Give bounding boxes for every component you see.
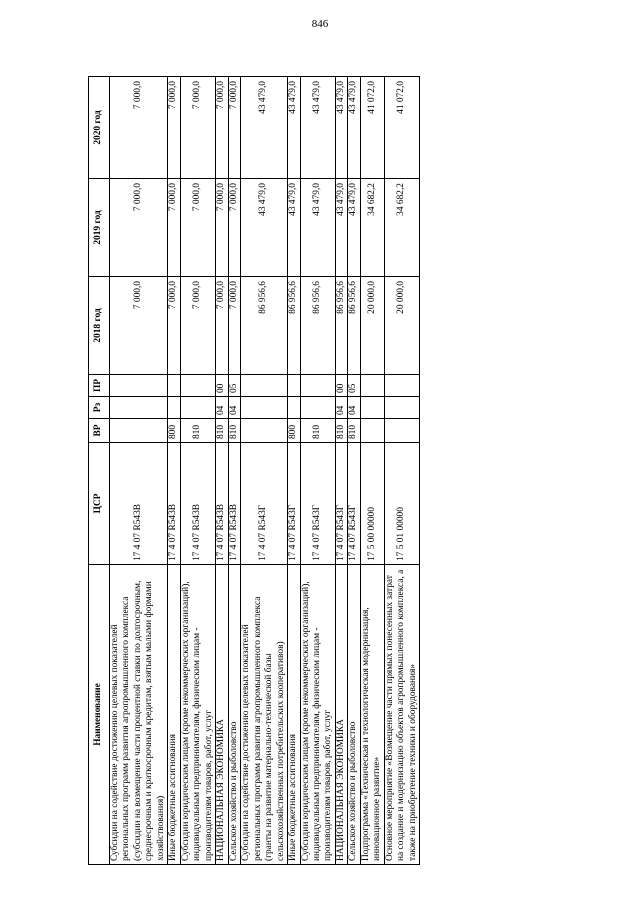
row-2018: 7 000,0 [180,277,215,375]
table-header-row [89,77,110,865]
row-2019: 43 479,0 [348,179,360,277]
row-vr [241,419,288,443]
row-csr: 17 4 07 R543Г [335,443,347,565]
row-2019: 43 479,0 [241,179,288,277]
row-2020: 41 072,0 [360,77,384,179]
row-pr: 00 [335,375,347,397]
table-row [228,77,240,865]
header-vr: ВР [89,419,110,443]
row-csr: 17 4 07 R543В [110,443,168,565]
header-name: Наименование [89,565,110,865]
row-2018: 86 956,6 [300,277,335,375]
header-csr: ЦСР [89,443,110,565]
row-2018: 20 000,0 [384,277,419,375]
row-vr: 810 [180,419,215,443]
row-2019: 34 682,2 [384,179,419,277]
row-2019: 7 000,0 [216,179,228,277]
row-csr: 17 4 07 R543Г [241,443,288,565]
row-rz [360,397,384,419]
table-row [241,77,288,865]
row-name: Сельское хозяйство и рыболовство [348,565,360,865]
row-2018: 20 000,0 [360,277,384,375]
row-name: Субсидии на содействие достижению целевых показателей региональных программ развития агропромышленного комплекса (субсидии на возмещение части процентной ставки по долгосрочным, среднесрочным и краткосрочным кредитам, взятым малыми формами хозяйствования) [110,565,168,865]
row-name: Подпрограмма «Техническая и технологическая модернизация, инновационное развитие» [360,565,384,865]
row-csr: 17 5 00 00000 [360,443,384,565]
row-rz: 04 [216,397,228,419]
row-csr: 17 4 07 R543Г [348,443,360,565]
header-2018: 2018 год [89,277,110,375]
row-2020: 7 000,0 [216,77,228,179]
row-pr [110,375,168,397]
row-2020: 43 479,0 [300,77,335,179]
budget-table [88,76,420,865]
row-rz: 04 [335,397,347,419]
row-rz [300,397,335,419]
row-2020: 7 000,0 [110,77,168,179]
row-2020: 43 479,0 [348,77,360,179]
row-2018: 86 956,6 [348,277,360,375]
row-rz [110,397,168,419]
row-vr: 800 [288,419,300,443]
row-csr: 17 4 07 R543В [216,443,228,565]
row-2020: 7 000,0 [228,77,240,179]
table-row [110,77,168,865]
row-2018: 7 000,0 [228,277,240,375]
row-name: Иные бюджетные ассигнования [288,565,300,865]
row-rz [168,397,180,419]
row-2019: 7 000,0 [228,179,240,277]
row-csr: 17 4 07 R543Г [288,443,300,565]
row-rz [180,397,215,419]
row-2020: 7 000,0 [168,77,180,179]
table-row [335,77,347,865]
row-pr [300,375,335,397]
table-row [360,77,384,865]
table-row [384,77,419,865]
row-rz: 04 [228,397,240,419]
row-2019: 43 479,0 [300,179,335,277]
row-rz [384,397,419,419]
row-pr: 00 [216,375,228,397]
row-2020: 7 000,0 [180,77,215,179]
row-2020: 43 479,0 [241,77,288,179]
row-csr: 17 4 07 R543В [228,443,240,565]
row-pr [180,375,215,397]
row-vr [110,419,168,443]
row-pr [384,375,419,397]
row-name: НАЦИОНАЛЬНАЯ ЭКОНОМИКА [335,565,347,865]
row-csr: 17 4 07 R543Г [300,443,335,565]
row-csr: 17 5 01 00000 [384,443,419,565]
row-csr: 17 4 07 R543В [168,443,180,565]
row-2018: 86 956,6 [335,277,347,375]
row-name: Субсидии на содействие достижению целевых показателей региональных программ развития агропромышленного комплекса (гранты на развитие материально-технической базы сельскохозяйственных потребительских кооперативов) [241,565,288,865]
row-rz [241,397,288,419]
page-number: 846 [311,18,329,30]
row-name: Основное мероприятие «Возмещение части прямых понесенных затрат на создание и модернизацию объектов агропромышленного комплекса, а также на приобретение техники и оборудования» [384,565,419,865]
row-2018: 86 956,6 [241,277,288,375]
row-name: Иные бюджетные ассигнования [168,565,180,865]
row-vr: 800 [168,419,180,443]
row-2018: 7 000,0 [216,277,228,375]
row-vr [360,419,384,443]
table-row [180,77,215,865]
row-2018: 7 000,0 [168,277,180,375]
row-name: Субсидии юридическим лицам (кроме некоммерческих организаций), индивидуальным предпринимателям, физическим лицам - производителям товаров, работ, услуг [180,565,215,865]
header-pr: ПР [89,375,110,397]
row-name: Сельское хозяйство и рыболовство [228,565,240,865]
header-2020: 2020 год [89,77,110,179]
row-vr: 810 [348,419,360,443]
row-pr [288,375,300,397]
row-2020: 41 072,0 [384,77,419,179]
row-vr: 810 [216,419,228,443]
row-pr [241,375,288,397]
row-2020: 43 479,0 [335,77,347,179]
row-2019: 34 682,2 [360,179,384,277]
row-pr: 05 [348,375,360,397]
row-2018: 7 000,0 [110,277,168,375]
table-row [288,77,300,865]
row-2018: 86 956,6 [288,277,300,375]
row-vr: 810 [228,419,240,443]
row-vr: 810 [335,419,347,443]
row-2019: 7 000,0 [168,179,180,277]
row-pr [168,375,180,397]
row-2019: 7 000,0 [180,179,215,277]
table-row [348,77,360,865]
row-rz: 04 [348,397,360,419]
row-pr [360,375,384,397]
table-row [300,77,335,865]
row-2019: 43 479,0 [288,179,300,277]
table-row [168,77,180,865]
row-vr [384,419,419,443]
row-2020: 43 479,0 [288,77,300,179]
row-vr: 810 [300,419,335,443]
row-name: Субсидии юридическим лицам (кроме некоммерческих организаций), индивидуальным предпринимателям, физическим лицам - производителям товаров, работ, услуг [300,565,335,865]
table-row [216,77,228,865]
row-2019: 43 479,0 [335,179,347,277]
row-2019: 7 000,0 [110,179,168,277]
header-2019: 2019 год [89,179,110,277]
row-rz [288,397,300,419]
row-csr: 17 4 07 R543В [180,443,215,565]
row-name: НАЦИОНАЛЬНАЯ ЭКОНОМИКА [216,565,228,865]
header-rz: Рз [89,397,110,419]
rotated-table-container [88,77,520,865]
row-pr: 05 [228,375,240,397]
